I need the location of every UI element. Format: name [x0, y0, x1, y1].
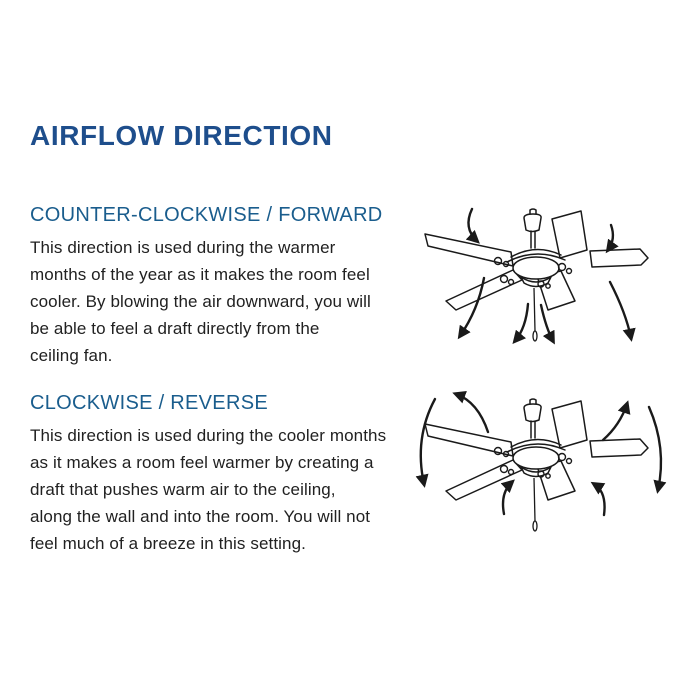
- body-line: draft that pushes warm air to the ceiling,: [30, 480, 336, 499]
- airflow-arrow-down: [515, 304, 528, 341]
- airflow-arrow-down-wall: [421, 399, 435, 484]
- section-body: [30, 234, 405, 369]
- airflow-arrow-up: [456, 394, 488, 432]
- body-line: as it makes a room feel warmer by creating a: [30, 453, 374, 472]
- ceiling-fan-downward-airflow-figure: [390, 188, 690, 388]
- ceiling-fan-icon: [425, 209, 648, 341]
- airflow-arrow-up: [594, 484, 605, 515]
- ceiling-fan-upward-airflow-figure: [390, 378, 690, 578]
- section-heading-clockwise: CLOCKWISE / REVERSE: [30, 392, 268, 414]
- body-line: This direction is used during the warmer: [30, 238, 336, 257]
- body-line: ceiling fan.: [30, 346, 113, 365]
- ceiling-fan-icon: [425, 399, 648, 531]
- airflow-arrow-up: [603, 404, 627, 440]
- airflow-arrow-down: [610, 282, 631, 338]
- section-counter-clockwise-forward: [30, 204, 405, 369]
- body-line: cooler. By blowing the air downward, you will: [30, 292, 371, 311]
- airflow-arrow-down-wall: [649, 407, 661, 490]
- body-line: feel much of a breeze in this setting.: [30, 534, 306, 553]
- airflow-arrow-down: [608, 225, 613, 250]
- body-line: This direction is used during the cooler months: [30, 426, 387, 445]
- airflow-arrow-down: [541, 305, 553, 341]
- body-line: months of the year as it makes the room feel: [30, 265, 370, 284]
- airflow-arrow-down: [468, 209, 477, 241]
- section-clockwise-reverse: [30, 392, 405, 557]
- page-title: AIRFLOW DIRECTION: [30, 120, 333, 151]
- section-heading-counter-clockwise: COUNTER-CLOCKWISE / FORWARD: [30, 204, 383, 226]
- airflow-arrow-up: [503, 482, 512, 514]
- body-line: along the wall and into the room. You will not: [30, 507, 371, 526]
- section-body: [30, 422, 405, 557]
- body-line: be able to feel a draft directly from the: [30, 319, 320, 338]
